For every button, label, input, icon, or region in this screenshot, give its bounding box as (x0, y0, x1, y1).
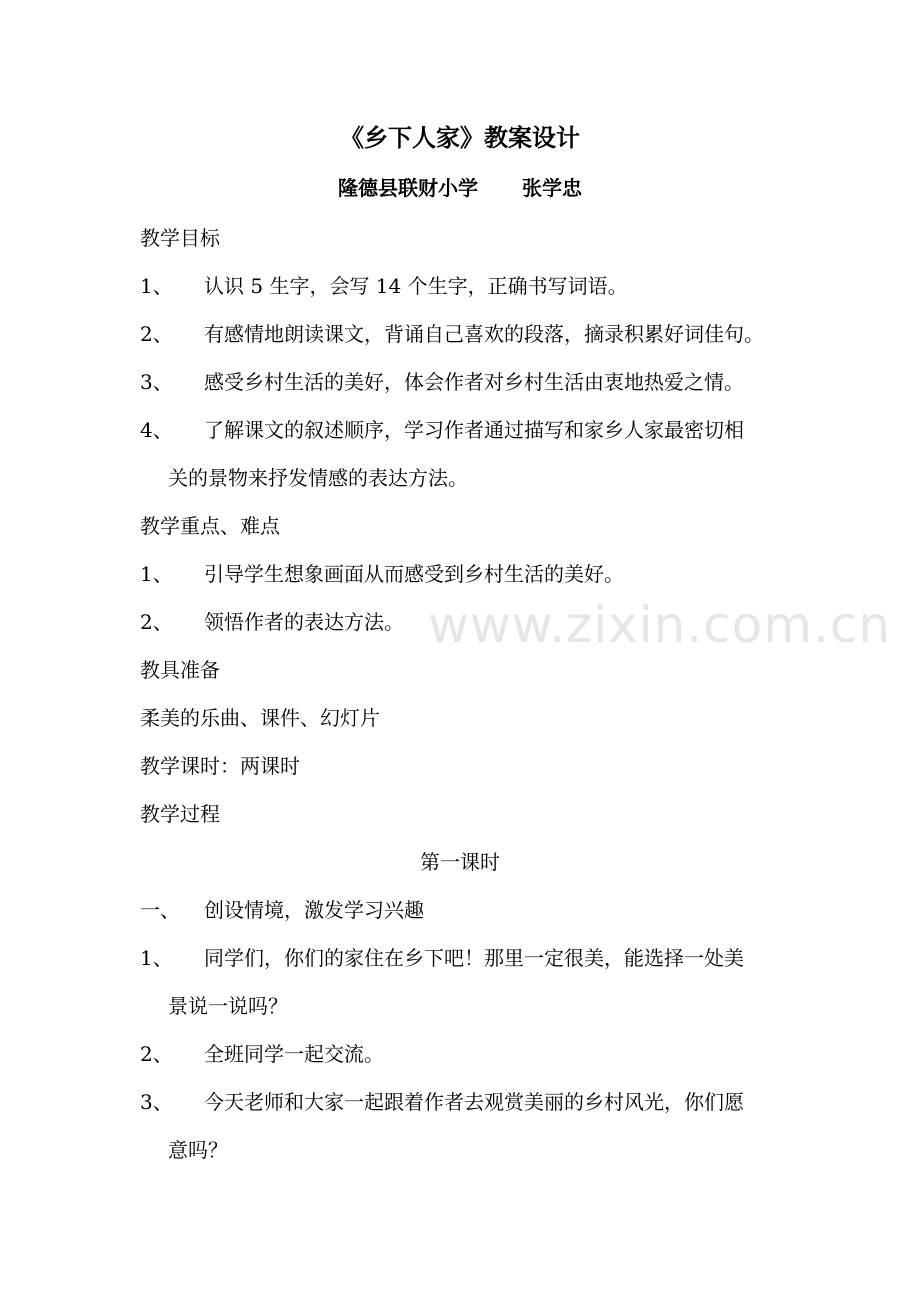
item-text: 感受乡村生活的美好，体会作者对乡村生活由衷地热爱之情。 (204, 370, 744, 394)
watermark: www.zixin.com.cn (428, 596, 892, 654)
document-title: 《乡下人家》教案设计 (340, 124, 580, 152)
process-heading: 教学过程 (140, 802, 220, 826)
item-number: 3、 (140, 1090, 173, 1114)
item-number: 4、 (140, 418, 173, 442)
first-lesson-heading: 第一课时 (420, 850, 500, 874)
item-text: 有感情地朗读课文，背诵自己喜欢的段落，摘录积累好词佳句。 (204, 322, 764, 346)
objectives-heading: 教学目标 (140, 226, 220, 250)
item-text: 引导学生想象画面从而感受到乡村生活的美好。 (204, 562, 624, 586)
school-name: 隆德县联财小学 (338, 176, 478, 200)
author-name: 张学忠 (522, 176, 582, 200)
item-number: 1、 (140, 274, 173, 298)
item-text: 创设情境，激发学习兴趣 (204, 898, 424, 922)
lesson-hours: 教学课时：两课时 (140, 754, 300, 778)
item-number: 一、 (140, 898, 180, 922)
item-number: 2、 (140, 1042, 173, 1066)
item-text: 认识 5 生字，会写 14 个生字，正确书写词语。 (204, 274, 628, 298)
item-text: 了解课文的叙述顺序，学习作者通过描写和家乡人家最密切相 (204, 418, 744, 442)
item-number: 1、 (140, 946, 173, 970)
materials-heading: 教具准备 (140, 658, 220, 682)
materials-text: 柔美的乐曲、课件、幻灯片 (140, 706, 380, 730)
item-number: 2、 (140, 322, 173, 346)
item-text-continuation: 意吗？ (168, 1138, 228, 1162)
item-text: 同学们，你们的家住在乡下吧！那里一定很美，能选择一处美 (204, 946, 744, 970)
item-text-continuation: 景说一说吗？ (168, 994, 288, 1018)
item-number: 3、 (140, 370, 173, 394)
item-text: 领悟作者的表达方法。 (204, 610, 404, 634)
item-text: 全班同学一起交流。 (204, 1042, 384, 1066)
keypoints-heading: 教学重点、难点 (140, 514, 280, 538)
item-text: 今天老师和大家一起跟着作者去观赏美丽的乡村风光，你们愿 (204, 1090, 744, 1114)
item-number: 1、 (140, 562, 173, 586)
item-number: 2、 (140, 610, 173, 634)
item-text-continuation: 关的景物来抒发情感的表达方法。 (168, 466, 468, 490)
document-byline (0, 172, 920, 201)
